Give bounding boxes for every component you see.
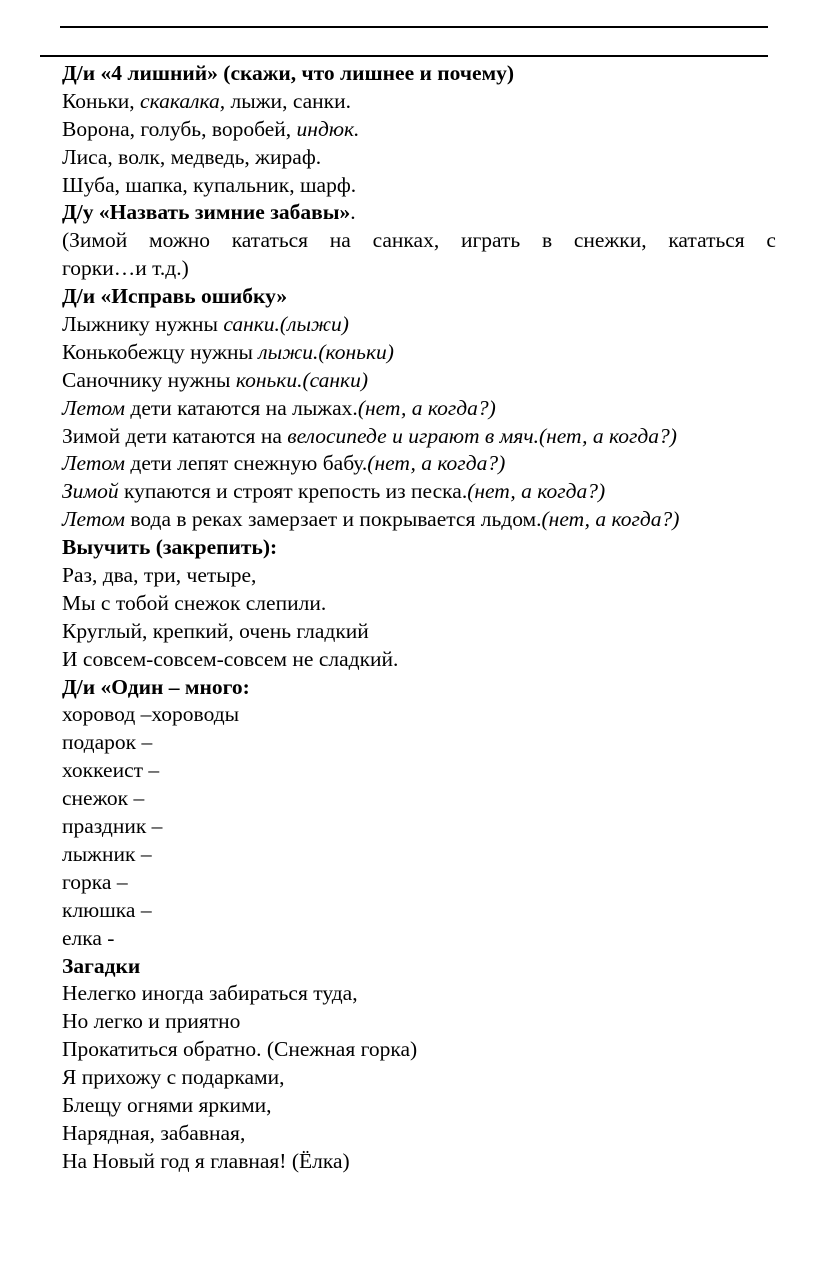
text-span: дети катаются на лыжах.: [125, 395, 358, 420]
text-span: вода в реках замерзает и покрывается льдом.: [125, 507, 542, 532]
section-heading-one-many: Д/и «Один – много:: [62, 674, 250, 699]
header-rule-bottom: [40, 55, 768, 57]
italic-span: санки.(лыжи): [223, 312, 349, 337]
document-page: [62, 60, 776, 1176]
list-item: хоккеист –: [62, 758, 160, 783]
text-line: [62, 478, 776, 506]
poem-line: Мы с тобой снежок слепили.: [62, 590, 327, 615]
text-span: лыжи, санки.: [225, 88, 351, 113]
text-span: Ворона, голубь, воробей,: [62, 116, 297, 141]
text-line: Шуба, шапка, купальник, шарф.: [62, 172, 357, 197]
text-line: [62, 423, 776, 451]
riddle-line: Прокатиться обратно. (Снежная горка): [62, 1037, 418, 1062]
section-heading-fix-mistake: Д/и «Исправь ошибку»: [62, 284, 288, 309]
header-rule-top: [60, 26, 768, 28]
word: в: [541, 228, 553, 253]
italic-span: (нет, а когда?): [467, 479, 606, 504]
word: (Зимой: [62, 228, 128, 253]
list-item: подарок –: [62, 730, 153, 755]
list-item: праздник –: [62, 814, 163, 839]
list-item: елка -: [62, 925, 115, 950]
word: кататься: [231, 228, 309, 253]
word: кататься: [668, 228, 745, 253]
text-span: Конькобежцу нужны: [62, 339, 259, 364]
list-item: клюшка –: [62, 897, 152, 922]
italic-span: (нет, а когда?): [357, 395, 496, 420]
text-line: [62, 395, 776, 423]
text-span: Зимой дети катаются на: [62, 423, 288, 448]
word: с: [766, 228, 776, 253]
text-span: Коньки,: [62, 88, 141, 113]
section-heading-learn: Выучить (закрепить):: [62, 535, 278, 560]
riddle-line: Нарядная, забавная,: [62, 1120, 246, 1145]
list-item: хоровод –хороводы: [62, 702, 240, 727]
list-item: лыжник –: [62, 841, 152, 866]
italic-span: (нет, а когда?): [367, 451, 506, 476]
text-line: [62, 339, 776, 367]
poem-line: И совсем-совсем-совсем не сладкий.: [62, 646, 399, 671]
italic-span: лыжи.(коньки): [258, 339, 394, 364]
poem-line: Раз, два, три, четыре,: [62, 563, 257, 588]
text-span: Лыжнику нужны: [62, 312, 224, 337]
text-line: горки…и т.д.): [62, 256, 189, 281]
text-line: Лиса, волк, медведь, жираф.: [62, 144, 322, 169]
section-heading-riddles: Загадки: [62, 953, 141, 978]
italic-span: велосипеде и играют в мяч.(нет, а когда?): [287, 423, 677, 448]
word: санках,: [372, 228, 440, 253]
text-span: .: [350, 200, 356, 225]
word: играть: [460, 228, 521, 253]
riddle-line: Но легко и приятно: [62, 1009, 241, 1034]
list-item: горка –: [62, 869, 128, 894]
section-heading-odd-one-out: Д/и «4 лишний» (скажи, что лишнее и почему): [62, 61, 515, 85]
italic-span: Зимой: [62, 479, 119, 504]
text-line: [62, 88, 776, 116]
text-line: [62, 450, 776, 478]
text-line: [62, 506, 776, 534]
riddle-line: Блещу огнями яркими,: [62, 1092, 272, 1117]
word: на: [329, 228, 351, 253]
riddle-line: Нелегко иногда забираться туда,: [62, 981, 358, 1006]
italic-span: Летом: [62, 395, 125, 420]
text-span: дети лепят снежную бабу.: [125, 451, 368, 476]
section-heading-winter-fun: [62, 199, 776, 227]
word: можно: [149, 228, 210, 253]
italic-span: Летом: [62, 507, 125, 532]
riddle-line: Я прихожу с подарками,: [62, 1065, 285, 1090]
poem-line: Круглый, крепкий, очень гладкий: [62, 618, 369, 643]
justified-line: [62, 227, 776, 255]
text-line: [62, 311, 776, 339]
text-span: Саночнику нужны: [62, 367, 236, 392]
word: снежки,: [573, 228, 647, 253]
italic-span: (нет, а когда?): [541, 507, 680, 532]
italic-span: коньки.(санки): [235, 367, 368, 392]
list-item: снежок –: [62, 786, 145, 811]
italic-span: скакалка,: [140, 88, 226, 113]
riddle-line: На Новый год я главная! (Ёлка): [62, 1148, 350, 1173]
heading-text: Д/у «Назвать зимние забавы»: [62, 200, 351, 225]
text-line: [62, 116, 776, 144]
text-span: купаются и строят крепость из песка.: [118, 479, 468, 504]
text-line: [62, 367, 776, 395]
italic-span: Летом: [62, 451, 125, 476]
italic-span: индюк.: [296, 116, 360, 141]
